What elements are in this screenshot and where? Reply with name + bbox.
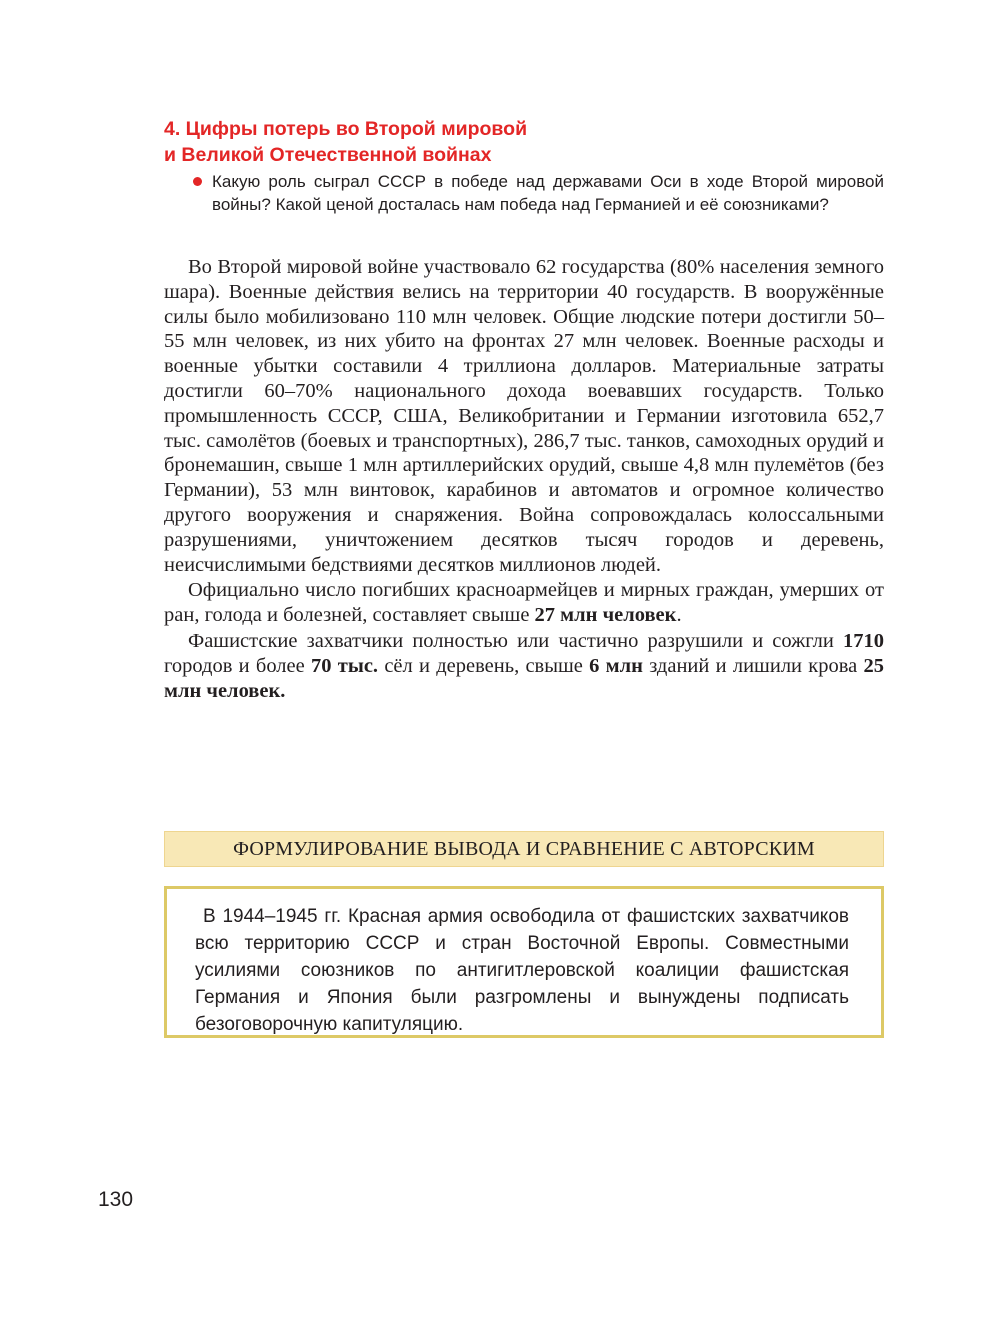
conclusion-box: [164, 886, 884, 1038]
page-number: 130: [98, 1188, 134, 1211]
paragraph-destruction: [164, 629, 884, 703]
bullet-icon: [193, 177, 202, 186]
paragraph-statistics: [164, 255, 884, 577]
cities-figure: 1710: [843, 629, 884, 652]
villages-figure: 70 тыс.: [311, 654, 379, 677]
destruction-text-c: городов и более: [164, 654, 311, 677]
destruction-text-a: Фашистские захватчики полностью или частично разрушили и сожгли: [188, 629, 843, 652]
body-text: [164, 255, 884, 704]
section-title: [164, 116, 884, 168]
destruction-text-g: зданий и лишили крова: [642, 654, 864, 677]
buildings-figure: 6 млн: [589, 654, 643, 677]
paragraph-soviet-losses: [164, 578, 884, 628]
section-title-line-2: и Великой Отечественной войнах: [164, 144, 492, 166]
paragraph-soviet-losses-text: Официально число погибших красноармейцев и мирных граждан, умерших от ран, голода и болезней, составляет свыше: [164, 579, 884, 627]
homeless-figure: 25 млн человек.: [164, 654, 884, 702]
review-question: [212, 171, 884, 216]
soviet-losses-figure: 27 млн человек: [534, 604, 677, 627]
conclusion-header: ФОРМУЛИРОВАНИЕ ВЫВОДА И СРАВНЕНИЕ С АВТОРСКИМ: [164, 831, 884, 867]
destruction-text-e: сёл и деревень, свыше: [378, 654, 590, 677]
review-question-text: Какую роль сыграл СССР в победе над державами Оси в ходе Второй мировой войны? Какой ценой досталась нам победа над Германией и её союзниками?: [212, 172, 884, 214]
paragraph-statistics-text: Во Второй мировой войне участвовало 62 государства (80% населения земного шара). Военные действия велись на территории 40 государств. В вооружённые силы было мобилизовано 110 млн человек. Общие людские потери достигли 50–55 млн человек, из них убито на фронтах 27 млн человек. Военные расходы и военные убытки составили 4 триллиона долларов. Материальные затраты достигли 60–70% национального дохода воевавших государств. Только промышленность СССР, США, Великобритании и Германии изготовила 652,7 тыс. самолётов (боевых и транспортных), 286,7 тыс. танков, самоходных орудий и бронемашин, свыше 1 млн артиллерийских орудий, свыше 4,8 млн пулемётов (без Германии), 53 млн винтовок, карабинов и автоматов и огромное количество другого вооружения и снаряжения. Война сопровождалась колоссальными разрушениями, уничтожением десятков тысяч городов и деревень, неисчислимыми бедствиями десятков миллионов людей.: [164, 256, 884, 576]
paragraph-soviet-losses-end: .: [676, 604, 682, 627]
section-title-line-1: 4. Цифры потерь во Второй мировой: [164, 118, 528, 140]
conclusion-text: В 1944–1945 гг. Красная армия освободила от фашистских захватчиков всю территорию СССР и стран Восточной Европы. Совместными усилиями союзников по антигитлеровской коалиции фашистская Германия и Япония были разгромлены и вынуждены подписать безоговорочную капитуляцию.: [195, 906, 849, 1035]
